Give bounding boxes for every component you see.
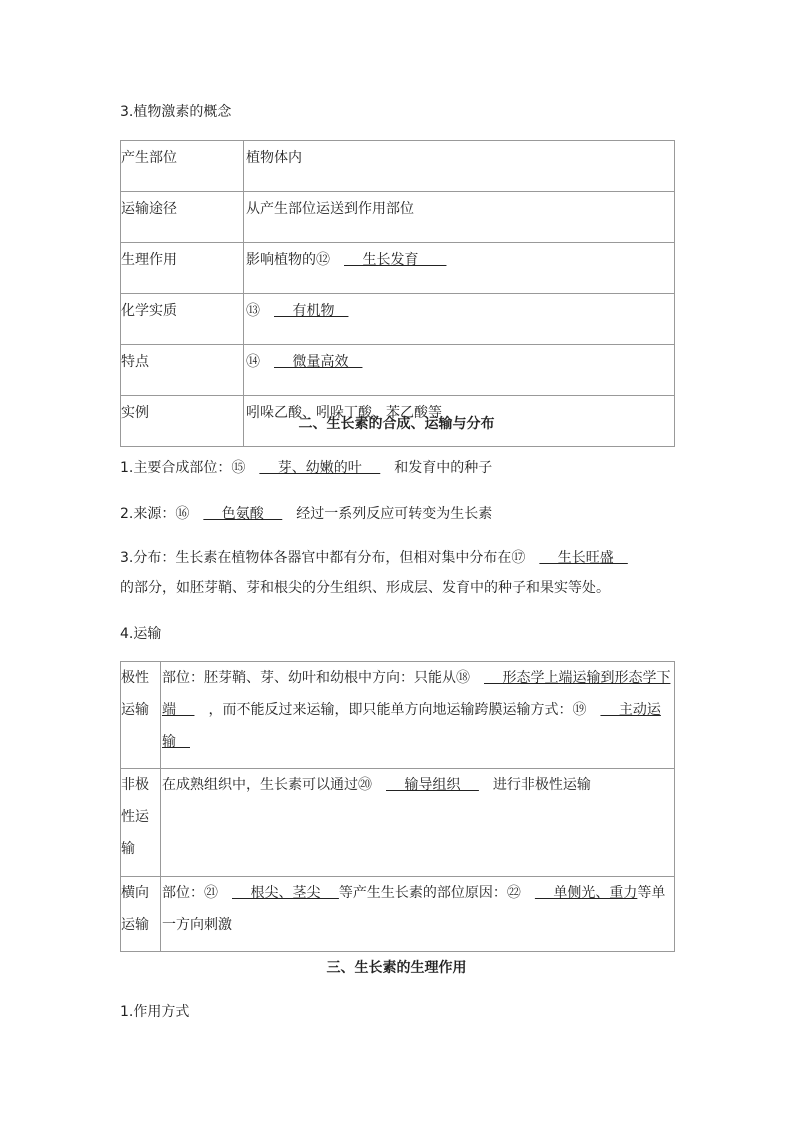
row-label: 化学实质 bbox=[121, 294, 244, 345]
row-label: 非极性运输 bbox=[121, 769, 161, 877]
concept-table bbox=[120, 140, 675, 447]
row-label: 特点 bbox=[121, 345, 244, 396]
answer-blank: 生长发育 bbox=[344, 252, 447, 268]
paragraph-synthesis-site: 1.主要合成部位：⑮ 芽、幼嫩的叶 和发育中的种子 bbox=[120, 460, 493, 476]
row-content: 部位：㉑ 根尖、茎尖 等产生生长素的部位原因：㉒ 单侧光、重力等单一方向刺激 bbox=[161, 877, 675, 952]
row-content: 影响植物的⑫ 生长发育 bbox=[244, 243, 675, 294]
row-label: 运输途径 bbox=[121, 192, 244, 243]
answer-blank: 输导组织 bbox=[386, 777, 479, 793]
answer-blank: 生长旺盛 bbox=[539, 550, 628, 566]
row-content: ⑬ 有机物 bbox=[244, 294, 675, 345]
section3-title: 3.植物激素的概念 bbox=[120, 104, 232, 120]
transport-title: 4.运输 bbox=[120, 626, 162, 642]
transport-table bbox=[120, 661, 675, 952]
table-row bbox=[121, 141, 675, 192]
row-label: 极性运输 bbox=[121, 662, 161, 769]
section-heading-3: 三、生长素的生理作用 bbox=[326, 960, 467, 976]
answer-blank: 微量高效 bbox=[274, 354, 363, 370]
section-heading-2: 二、生长素的合成、运输与分布 bbox=[298, 416, 495, 432]
row-content: ⑭ 微量高效 bbox=[244, 345, 675, 396]
row-label: 实例 bbox=[121, 396, 244, 447]
answer-blank: 形态学上端运输到形态学下端 bbox=[162, 670, 671, 718]
table-row bbox=[121, 192, 675, 243]
answer-blank: 主动运输 bbox=[162, 702, 661, 750]
row-content: 从产生部位运送到作用部位 bbox=[244, 192, 675, 243]
row-content: 植物体内 bbox=[244, 141, 675, 192]
row-content: 部位：胚芽鞘、芽、幼叶和幼根中方向：只能从⑱ 形态学上端运输到形态学下端 ，而不能反过来运输，即只能单方向地运输跨膜运输方式：⑲ 主动运输 bbox=[161, 662, 675, 769]
table-row-nonpolar bbox=[121, 769, 675, 877]
row-label: 生理作用 bbox=[121, 243, 244, 294]
table-row-polar bbox=[121, 662, 675, 769]
row-content: 在成熟组织中，生长素可以通过⑳ 输导组织 进行非极性运输 bbox=[161, 769, 675, 877]
answer-blank: 单侧光、重力 bbox=[534, 885, 638, 901]
paragraph-distribution-line2: 的部分，如胚芽鞘、芽和根尖的分生组织、形成层、发育中的种子和果实等处。 bbox=[120, 580, 610, 596]
row-label: 横向运输 bbox=[121, 877, 161, 952]
row-label: 产生部位 bbox=[121, 141, 244, 192]
answer-blank: 根尖、茎尖 bbox=[232, 885, 339, 901]
answer-blank: 芽、幼嫩的叶 bbox=[259, 460, 381, 476]
paragraph-source: 2.来源：⑯ 色氨酸 经过一系列反应可转变为生长素 bbox=[120, 506, 493, 522]
answer-blank: 色氨酸 bbox=[203, 506, 283, 522]
table-row bbox=[121, 345, 675, 396]
row-content: 吲哚乙酸、吲哚丁酸、苯乙酸等 bbox=[244, 396, 675, 447]
paragraph-distribution: 3.分布：生长素在植物体各器官中都有分布，但相对集中分布在⑰ 生长旺盛 bbox=[120, 550, 628, 566]
answer-blank: 有机物 bbox=[274, 303, 349, 319]
action-mode-title: 1.作用方式 bbox=[120, 1004, 190, 1020]
table-row-lateral bbox=[121, 877, 675, 952]
table-row bbox=[121, 243, 675, 294]
table-row bbox=[121, 294, 675, 345]
